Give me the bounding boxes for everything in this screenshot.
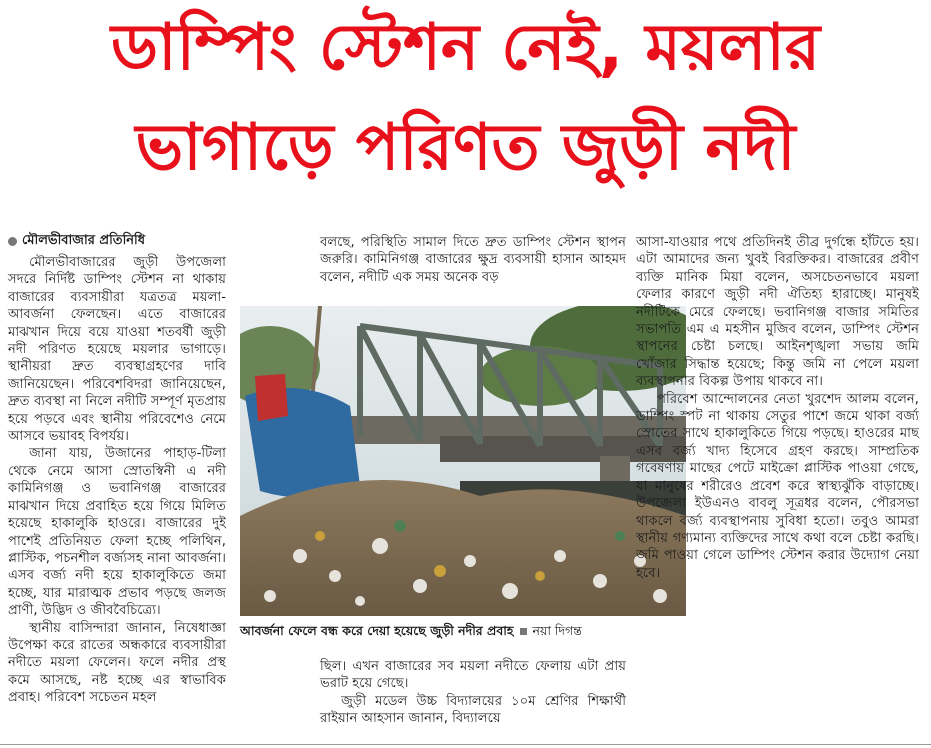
article-column-2-top (320, 234, 626, 286)
square-bullet-icon (520, 628, 527, 635)
byline-text: মৌলভীবাজার প্রতিনিধি (22, 233, 146, 248)
river-garbage-photo (240, 306, 686, 616)
headline (0, 0, 931, 200)
byline (8, 232, 226, 250)
bullet-icon (8, 237, 17, 246)
headline-line-1: ডাম্পিং স্টেশন নেই, ময়লার (110, 11, 821, 85)
photo-caption (240, 618, 686, 644)
paragraph: ছিল। এখন বাজারের সব ময়লা নদীতে ফেলায় এটা প্রায় ভরাট হয়ে গেছে। (320, 659, 626, 692)
paragraph: জুড়ী মডেল উচ্চ বিদ্যালয়ের ১০ম শ্রেণির শিক্ষার্থী রাইয়ান আহসান জানান, বিদ্যালয়ে (320, 693, 626, 727)
article-column-2-bottom (320, 658, 626, 728)
article-column-1 (8, 232, 226, 707)
paragraph: বলছে, পরিস্থিতি সামাল দিতে দ্রুত ডাম্পিং স্টেশন স্থাপন জরুরি। কামিনিগঞ্জ বাজারের ক্ষুদ্র ব্যবসায়ী হাসান আহমদ বলেন, নদীটি এক সময় অনেক বড় (320, 235, 626, 285)
paragraph: স্থানীয় বাসিন্দারা জানান, নিষেধাজ্ঞা উপেক্ষা করে রাতের অন্ধকারে ব্যবসায়ীরা নদীতে ময়লা ফেলেন। ফলে নদীর প্রস্থ কমে আসছে, নষ্ট হচ্ছে এর স্বাভাবিক প্রবাহ। পরিবেশ সচেতন মহল (8, 620, 226, 706)
paragraph: পরিবেশ আন্দোলনের নেতা খুরশেদ আলম বলেন, ডাম্পিং স্পট না থাকায় সেতুর পাশে জমে থাকা বর্জ্য স্রোতের সাথে হাকালুকিতে গিয়ে পড়ছে। হাওরের মাছ এসব বর্জ্য খাদ্য হিসেবে গ্রহণ করছে। সাম্প্রতিক গবেষণায় মাছের পেটে মাইক্রো প্লাস্টিক পাওয়া গেছে, যা মানুষের শরীরেও প্রবেশ করে স্বাস্থ্যঝুঁকি বাড়াচ্ছে। উপজেলা ইউএনও বাবলু সূত্রধর বলেন, পৌরসভা থাকলে বর্জ্য ব্যবস্থাপনায় সুবিধা হতো। তবুও আমরা স্থানীয় গণ্যমান্য ব্যক্তিদের সাথে কথা বলে চেষ্টা করছি। জমি পাওয়া গেলে ডাম্পিং স্টেশন করার উদ্যোগ নেয়া হবে। (636, 391, 919, 581)
article-photo (240, 306, 686, 616)
caption-text: আবর্জনা ফেলে বন্ধ করে দেয়া হয়েছে জুড়ী নদীর প্রবাহ (240, 623, 514, 638)
article-column-3 (636, 234, 919, 582)
photo-credit: নয়া দিগন্ত (532, 623, 582, 638)
paragraph: আসা-যাওয়ার পথে প্রতিদিনই তীব্র দুর্গন্ধে হাঁটতে হয়। এটা আমাদের জন্য খুবই বিরক্তিকর। বাজারের প্রবীণ ব্যক্তি মানিক মিয়া বলেন, অসচেতনভাবে ময়লা ফেলার কারণে জুড়ী নদী ঐতিহ্য হারাচ্ছে। মানুষই নদীটিকে মেরে ফেলছে। ভবানিগঞ্জ বাজার সমিতির সভাপতি এম এ মহসীন মুজিব বলেন, ডাম্পিং স্টেশন স্থাপনের চেষ্টা চলছে। আইনশৃঙ্খলা সভায় জমি খোঁজার সিদ্ধান্ত হয়েছে; কিন্তু জমি না পেলে ময়লা ব্যবস্থাপনার বিকল্প উপায় থাকবে না। (636, 235, 919, 390)
paragraph: মৌলভীবাজারের জুড়ী উপজেলা সদরে নির্দিষ্ট ডাম্পিং স্টেশন না থাকায় বাজারের ব্যবসায়ীরা যত্রতত্র ময়লা-আবর্জনা ফেলছেন। এতে বাজারের মাঝখান দিয়ে বয়ে যাওয়া শতবর্ষী জুড়ী নদী পরিণত হয়েছে ময়লার ভাগাড়ে। স্থানীয়রা দ্রুত ব্যবস্থাগ্রহণের দাবি জানিয়েছেন। পরিবেশবিদরা জানিয়েছেন, দ্রুত ব্যবস্থা না নিলে নদীটি সম্পূর্ণ মৃতপ্রায় হয়ে পড়বে এবং স্থানীয় পরিবেশেও নেমে আসবে ভয়াবহ বিপর্যয়। (8, 255, 226, 445)
bottom-rule (0, 744, 931, 745)
headline-line-2: ভাগাড়ে পরিণত জুড়ী নদী (135, 111, 796, 185)
paragraph: জানা যায়, উজানের পাহাড়-টিলা থেকে নেমে আসা স্রোতস্বিনী এ নদী কামিনিগঞ্জ ও ভবানিগঞ্জ বাজারের মাঝখান দিয়ে প্রবাহিত হয়ে গিয়ে মিলিত হয়েছে হাকালুকি হাওরে। বাজারের দুই পাশেই প্রতিনিয়ত ফেলা হচ্ছে পলিথিন, প্লাস্টিক, পচনশীল বর্জ্যসহ নানা আবর্জনা। এসব বর্জ্য নদী হয়ে হাকালুকিতে জমা হচ্ছে, যার মারাত্মক প্রভাব পড়ছে জলজ প্রাণী, উদ্ভিদ ও জীববৈচিত্র্যে। (8, 446, 226, 619)
